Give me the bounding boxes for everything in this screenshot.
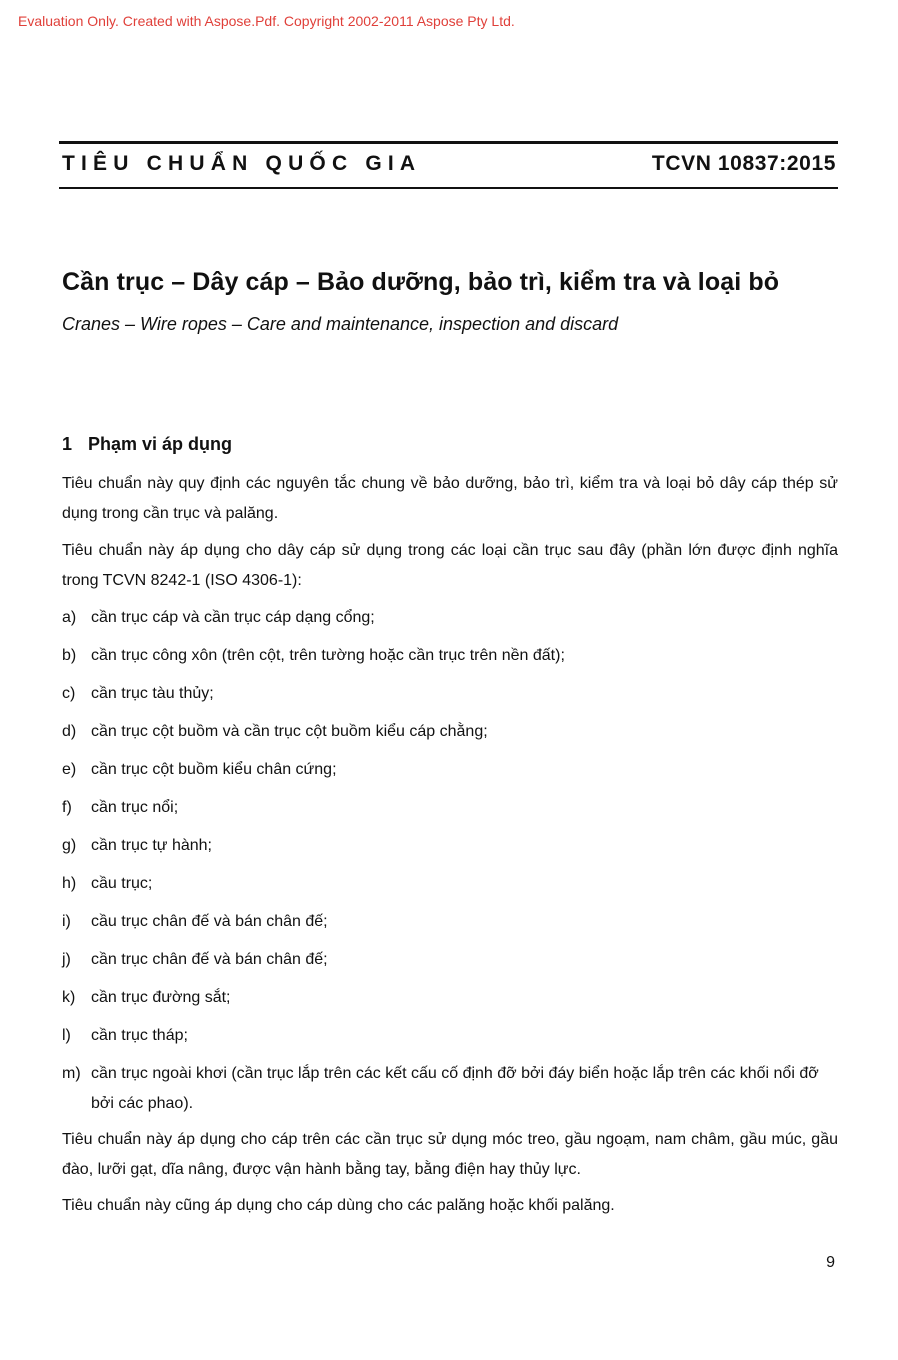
- list-item: [62, 907, 838, 937]
- list-item-label: m): [62, 1065, 81, 1082]
- document-title-vietnamese: Cần trục – Dây cáp – Bảo dưỡng, bảo trì, kiểm tra và loại bỏ: [62, 268, 780, 296]
- list-item-label: i): [62, 913, 71, 930]
- list-item: [62, 679, 838, 709]
- list-item-label: h): [62, 875, 77, 892]
- list-item-label: g): [62, 837, 77, 854]
- list-item-text: cần trục cột buồm và cần trục cột buồm kiểu cáp chằng;: [91, 723, 488, 740]
- list-item-label: j): [62, 951, 71, 968]
- list-item-label: a): [62, 609, 77, 626]
- list-item-text: cần trục ngoài khơi (cần trục lắp trên các kết cấu cố định đỡ bởi đáy biển hoặc lắp trên các khối nổi đỡ bởi các phao).: [91, 1065, 819, 1112]
- list-item: [62, 1021, 838, 1051]
- page-number: 9: [826, 1254, 835, 1271]
- list-item: [62, 983, 838, 1013]
- list-item-label: l): [62, 1027, 71, 1044]
- list-item: [62, 603, 838, 633]
- list-item: [62, 755, 838, 785]
- list-item-text: cần trục tháp;: [91, 1027, 188, 1044]
- header-bottom-rule: [59, 187, 838, 189]
- list-item-label: f): [62, 799, 72, 816]
- document-title-english: Cranes – Wire ropes – Care and maintenance, inspection and discard: [62, 314, 619, 334]
- header-top-rule: [59, 141, 838, 144]
- section-number: 1: [62, 434, 73, 454]
- list-item-label: e): [62, 761, 77, 778]
- list-item-text: cần trục tự hành;: [91, 837, 212, 854]
- list-item-label: k): [62, 989, 76, 1006]
- scope-paragraph-2: Tiêu chuẩn này áp dụng cho dây cáp sử dụng trong các loại cần trục sau đây (phần lớn được định nghĩa trong TCVN 8242-1 (ISO 4306-1):: [62, 542, 838, 589]
- section-title: Phạm vi áp dụng: [88, 434, 233, 454]
- standard-series-title: TIÊU CHUẨN QUỐC GIA: [62, 152, 422, 175]
- list-item-text: cần trục chân đế và bán chân đế;: [91, 951, 328, 968]
- list-item: [62, 641, 838, 671]
- watermark-notice: Evaluation Only. Created with Aspose.Pdf. Copyright 2002-2011 Aspose Pty Ltd.: [18, 13, 515, 29]
- list-item-text: cần trục đường sắt;: [91, 989, 231, 1006]
- list-item-text: cần trục tàu thủy;: [91, 685, 214, 702]
- list-item: [62, 793, 838, 823]
- list-item-label: b): [62, 647, 77, 664]
- scope-paragraph-1: Tiêu chuẩn này quy định các nguyên tắc chung về bảo dưỡng, bảo trì, kiểm tra và loại bỏ dây cáp thép sử dụng trong cần trục và palăng.: [62, 475, 838, 522]
- standard-code: TCVN 10837:2015: [651, 152, 836, 175]
- list-item-text: cầu trục chân đế và bán chân đế;: [91, 913, 328, 930]
- list-item-text: cần trục cáp và cần trục cáp dạng cổng;: [91, 609, 375, 626]
- list-item-text: cần trục cột buồm kiểu chân cứng;: [91, 761, 337, 778]
- list-item-text: cầu trục;: [91, 875, 153, 892]
- list-item-label: d): [62, 723, 77, 740]
- list-item: [62, 831, 838, 861]
- section-heading: [62, 434, 232, 455]
- list-item: [62, 717, 838, 747]
- list-item-label: c): [62, 685, 76, 702]
- list-item: [62, 1059, 838, 1119]
- scope-paragraph-4: Tiêu chuẩn này cũng áp dụng cho cáp dùng cho các palăng hoặc khối palăng.: [62, 1197, 615, 1214]
- scope-paragraph-3: Tiêu chuẩn này áp dụng cho cáp trên các cần trục sử dụng móc treo, gầu ngoạm, nam châm, gầu múc, gầu đào, lưỡi gạt, dĩa nâng, được vận hành bằng tay, bằng điện hay thủy lực.: [62, 1131, 838, 1178]
- list-item: [62, 869, 838, 899]
- list-item: [62, 945, 838, 975]
- list-item-text: cần trục nổi;: [91, 799, 179, 816]
- list-item-text: cần trục công xôn (trên cột, trên tường hoặc cần trục trên nền đất);: [91, 647, 565, 664]
